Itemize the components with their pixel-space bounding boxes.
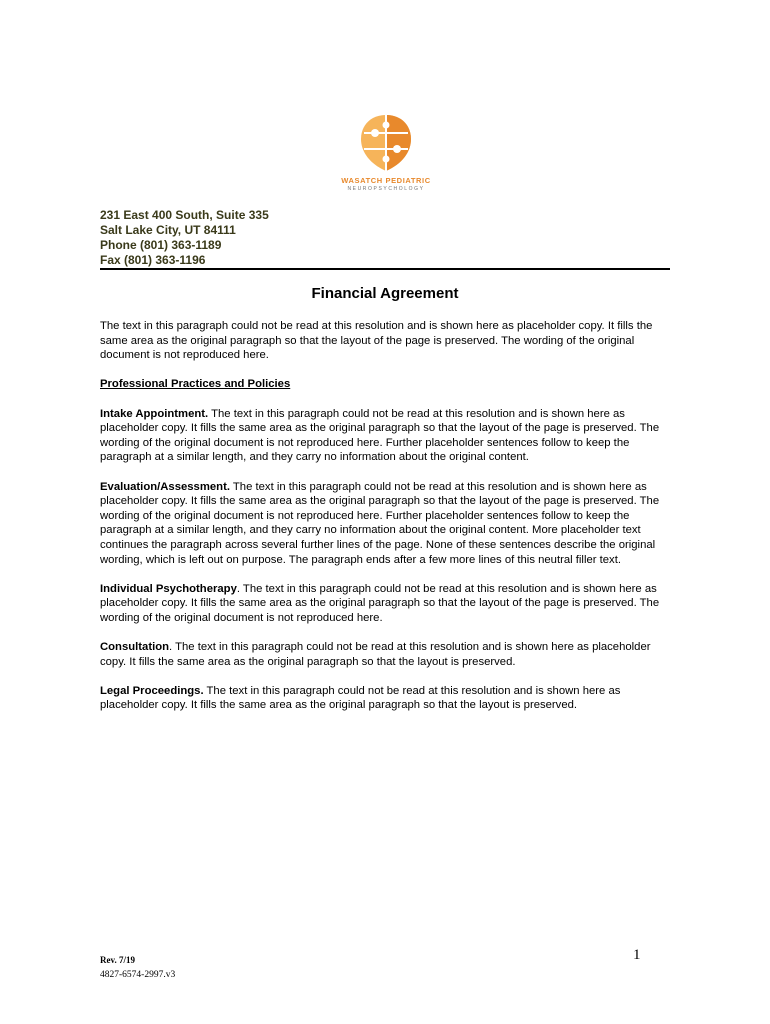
paragraph-psychotherapy (100, 582, 672, 626)
revision-label: Rev. 7/19 (100, 955, 135, 965)
phone-number: Phone (801) 363-1189 (100, 238, 222, 252)
document-id: 4827-6574-2997.v3 (100, 970, 176, 980)
logo-name: WASATCH PEDIATRIC (341, 176, 431, 185)
paragraph-consultation (100, 640, 672, 669)
paragraph-heading: Individual Psychotherapy (100, 582, 237, 595)
address-line2: Salt Lake City, UT 84111 (100, 223, 236, 237)
paragraph-text: The text in this paragraph could not be read at this resolution and is shown here as placeholder copy. It fills the same area as the original paragraph so that the layout of the page is preserved. The wording of the original document is not reproduced here. Further placeholder sentences follow to keep the paragraph at a similar length, and they carry no information about the original content. More placeholder text continues the paragraph across several further lines of the page. None of these sentences describe the original wording, which is left out on purpose. The paragraph ends after a few more lines of this neutral filler text. (100, 480, 660, 566)
paragraph-text: The text in this paragraph could not be read at this resolution and is shown here as placeholder copy. It fills the same area as the original paragraph so that the layout of the page is preserved. The wording of the original document is not reproduced here. Further placeholder sentences follow to keep the paragraph at a similar length, and they carry no information about the original content. (100, 407, 660, 464)
paragraph-heading: Legal Proceedings. (100, 684, 204, 697)
section-heading: Professional Practices and Policies (100, 378, 291, 391)
paragraph-text: The text in this paragraph could not be read at this resolution and is shown here as placeholder copy. It fills the same area as the original paragraph so that the layout is preserved. (100, 684, 621, 712)
header-divider (100, 268, 670, 270)
intro-paragraph: The text in this paragraph could not be read at this resolution and is shown here as placeholder copy. It fills the same area as the original paragraph so that the layout of the page is preserved. The wording of the original document is not reproduced here. (100, 320, 653, 362)
brain-puzzle-icon (356, 112, 416, 174)
paragraph-evaluation (100, 480, 672, 568)
paragraph-heading: Consultation (100, 641, 170, 654)
paragraph-heading: Evaluation/Assessment. (100, 480, 230, 493)
paragraph-text: . The text in this paragraph could not be read at this resolution and is shown here as placeholder copy. It fills the same area as the original paragraph so that the layout is preserved. (100, 641, 651, 668)
logo (340, 112, 432, 192)
address-line1: 231 East 400 South, Suite 335 (100, 208, 269, 222)
page-number: 1 (633, 947, 641, 963)
address-block (100, 208, 269, 268)
fax-number: Fax (801) 363-1196 (100, 253, 206, 267)
paragraph-intake (100, 407, 672, 465)
logo-subtitle: NEUROPSYCHOLOGY (347, 186, 425, 192)
paragraph-heading: Intake Appointment. (100, 407, 209, 420)
paragraph-text: . The text in this paragraph could not be read at this resolution and is shown here as placeholder copy. It fills the same area as the original paragraph so that the layout of the page is preserved. The wording of the original document is not reproduced here. (100, 582, 660, 624)
document-title: Financial Agreement (311, 285, 459, 302)
document-body (100, 319, 672, 728)
paragraph-legal (100, 684, 672, 713)
